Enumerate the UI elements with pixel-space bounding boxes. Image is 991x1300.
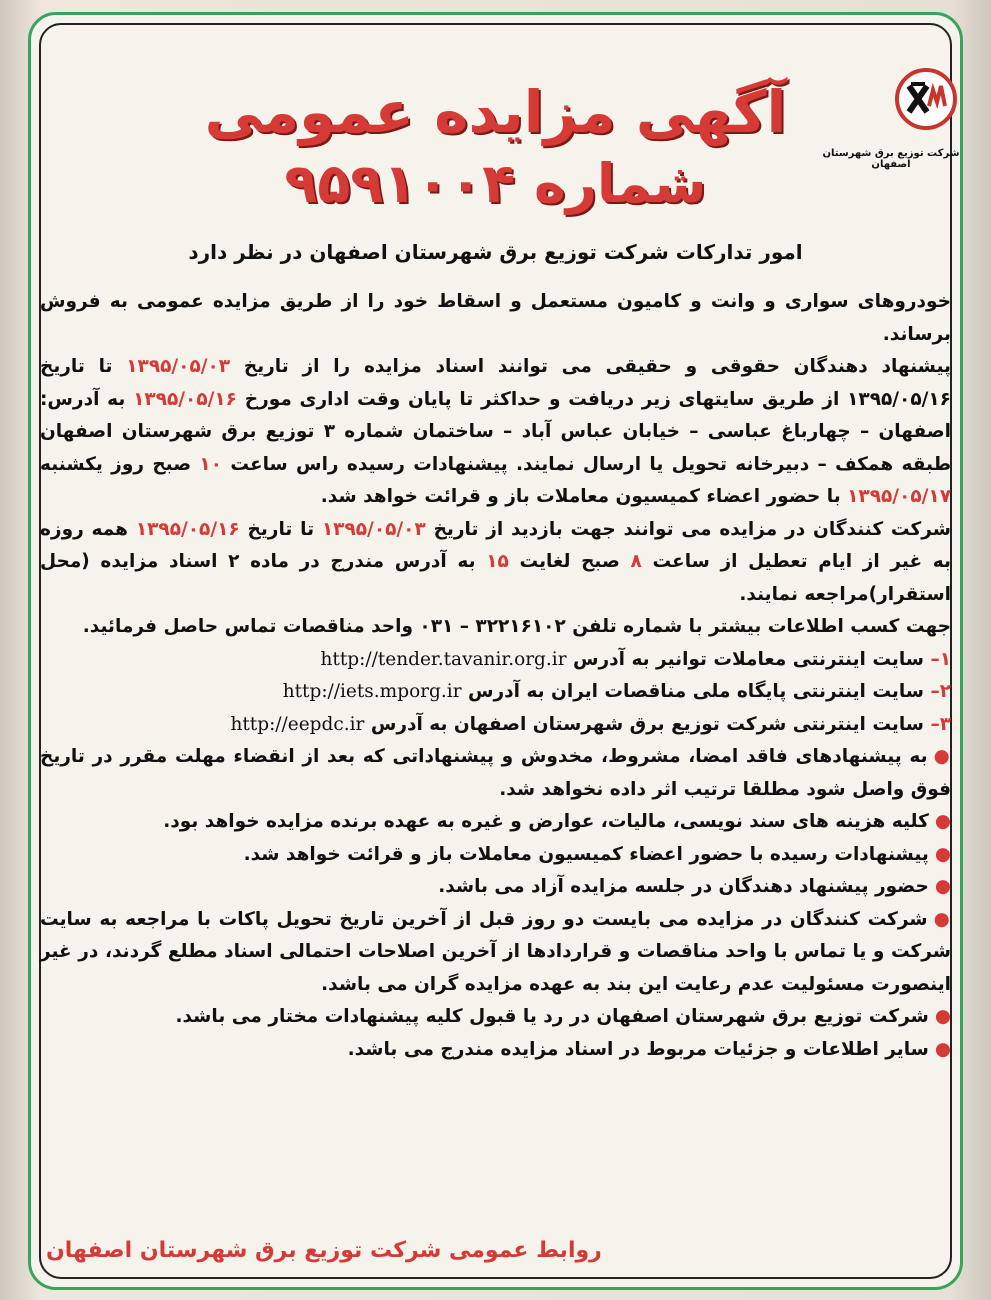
note-item <box>40 741 951 806</box>
text-segment: صبح لغایت <box>519 551 620 572</box>
visit-date-end: ۱۳۹۵/۰۵/۱۶ <box>135 518 240 540</box>
note-item <box>40 1001 951 1034</box>
text-segment: به آدرس مندرج در ماده ۲ اسناد مزایده (محل استقرار)مراجعه نمایند. <box>40 551 951 605</box>
note-item <box>40 904 951 1002</box>
text-segment: پیشنهاد دهندگان حقوقی و حقیقی می توانند اسناد مزایده را از تاریخ <box>243 356 951 377</box>
text-segment: شرکت کنندگان در مزایده می توانند جهت بازدید از تاریخ <box>433 518 951 540</box>
note-text: حضور پیشنهاد دهندگان در جلسه مزایده آزاد می باشد. <box>438 876 929 897</box>
notice-intro: امور تدارکات شرکت توزیع برق شهرستان اصفهان در نظر دارد <box>188 240 803 264</box>
date-deadline: ۱۳۹۵/۰۵/۱۶ <box>133 388 237 410</box>
footer-signature: روابط عمومی شرکت توزیع برق شهرستان اصفهان <box>46 1238 602 1263</box>
paragraph-items: خودروهای سواری و وانت و کامیون مستعمل و اسقاط خود را از طریق مزایده عمومی به فروش برساند. <box>40 291 951 345</box>
text-segment: تا تاریخ ۱۳۹۵/۰۵/۱۶ از طریق سایتهای زیر دریافت و حداکثر تا پایان وقت اداری مورخ <box>40 356 951 410</box>
site-item <box>40 709 951 742</box>
note-text: شرکت کنندگان در مزایده می بایست دو روز قبل از آخرین تاریخ تحویل پاکات با مراجعه به سایت شرکت و یا تماس با واحد مناقصات و قراردادها از آخرین اصلاحات احتمالی اسناد مطلع گردند، در غیر اینصورت مسئولیت عدم رعایت این بند به عهده مزایده گران می باشد. <box>40 908 951 995</box>
site-number: ۱– <box>930 648 951 670</box>
bullet-icon: ● <box>934 876 951 897</box>
visit-date-start: ۱۳۹۵/۰۵/۰۳ <box>321 518 426 540</box>
note-text: کلیه هزینه های سند نویسی، مالیات، عوارض و غیره به عهده برنده مزایده خواهد بود. <box>163 811 929 832</box>
note-item <box>40 806 951 839</box>
text-segment: به آدرس: اصفهان – چهارباغ عباسی – خیابان عباس آباد – ساختمان شماره ۳ توزیع برق شهرستان اصفهان طبقه همکف – دبیرخانه تحویل یا ارسال نمایند. پیشنهادات رسیده راس ساعت <box>40 388 951 475</box>
site-url-link[interactable]: http://eepdc.ir <box>230 713 365 735</box>
logo-caption: شرکت توزیع برق شهرستان اصفهان <box>822 148 960 170</box>
paragraph-visit <box>40 514 951 612</box>
note-item <box>40 871 951 904</box>
text-segment: با حضور اعضاء کمیسیون معاملات باز و قرائت خواهد شد. <box>320 486 841 507</box>
date-start: ۱۳۹۵/۰۵/۰۳ <box>126 356 231 377</box>
site-label: سایت اینترنتی شرکت توزیع برق شهرستان اصفهان به آدرس <box>370 713 924 735</box>
text-segment: همه روزه به غیر از ایام تعطیل از ساعت <box>40 518 951 572</box>
note-text: شرکت توزیع برق شهرستان اصفهان در رد یا قبول کلیه پیشنهادات مختار می باشد. <box>175 1006 929 1027</box>
site-label: سایت اینترنتی معاملات توانیر به آدرس <box>573 648 924 670</box>
note-item <box>40 1034 951 1067</box>
bullet-icon: ● <box>934 1006 951 1027</box>
notice-body <box>40 286 951 1066</box>
text-segment: تا تاریخ <box>247 518 315 540</box>
site-item <box>40 644 951 677</box>
paragraph-documents <box>40 351 951 514</box>
note-text: سایر اطلاعات و جزئیات مربوط در اسناد مزایده مندرج می باشد. <box>347 1038 929 1060</box>
site-item <box>40 676 951 709</box>
site-url-link[interactable]: http://tender.tavanir.org.ir <box>320 648 567 670</box>
paragraph-contact: جهت کسب اطلاعات بیشتر با شماره تلفن ۳۲۲۱۶۱۰۲ – ۰۳۱ واحد مناقصات تماس حاصل فرمائید. <box>82 616 951 637</box>
visit-from-hour: ۸ <box>630 551 642 572</box>
bullet-icon: ● <box>933 746 951 767</box>
visit-to-hour: ۱۵ <box>486 551 509 572</box>
site-label: سایت اینترنتی پایگاه ملی مناقصات ایران به آدرس <box>468 681 924 702</box>
site-number: ۲– <box>930 681 951 702</box>
opening-hour: ۱۰ <box>199 453 223 475</box>
notice-title: آگهی مزایده عمومی <box>204 78 787 146</box>
bullet-icon: ● <box>934 811 951 832</box>
bullet-icon: ● <box>933 908 951 930</box>
note-text: پیشنهادات رسیده با حضور اعضاء کمیسیون معاملات باز و قرائت خواهد شد. <box>243 843 929 865</box>
text-segment: صبح روز یکشنبه <box>40 453 192 475</box>
bullet-icon: ● <box>934 1038 951 1060</box>
site-url-link[interactable]: http://iets.mporg.ir <box>282 681 462 702</box>
bullet-icon: ● <box>934 843 951 865</box>
note-item <box>40 839 951 872</box>
notice-number: شماره ۹۵۹۱۰۰۴ <box>284 152 707 215</box>
note-text: به پیشنهادهای فاقد امضا، مشروط، مخدوش و پیشنهاداتی که بعد از انقضاء مهلت مقرر در تاریخ فوق واصل شود مطلقا ترتیب اثر داده نخواهد شد. <box>40 746 951 800</box>
site-number: ۳– <box>930 713 951 735</box>
date-opening: ۱۳۹۵/۰۵/۱۷ <box>847 486 951 507</box>
